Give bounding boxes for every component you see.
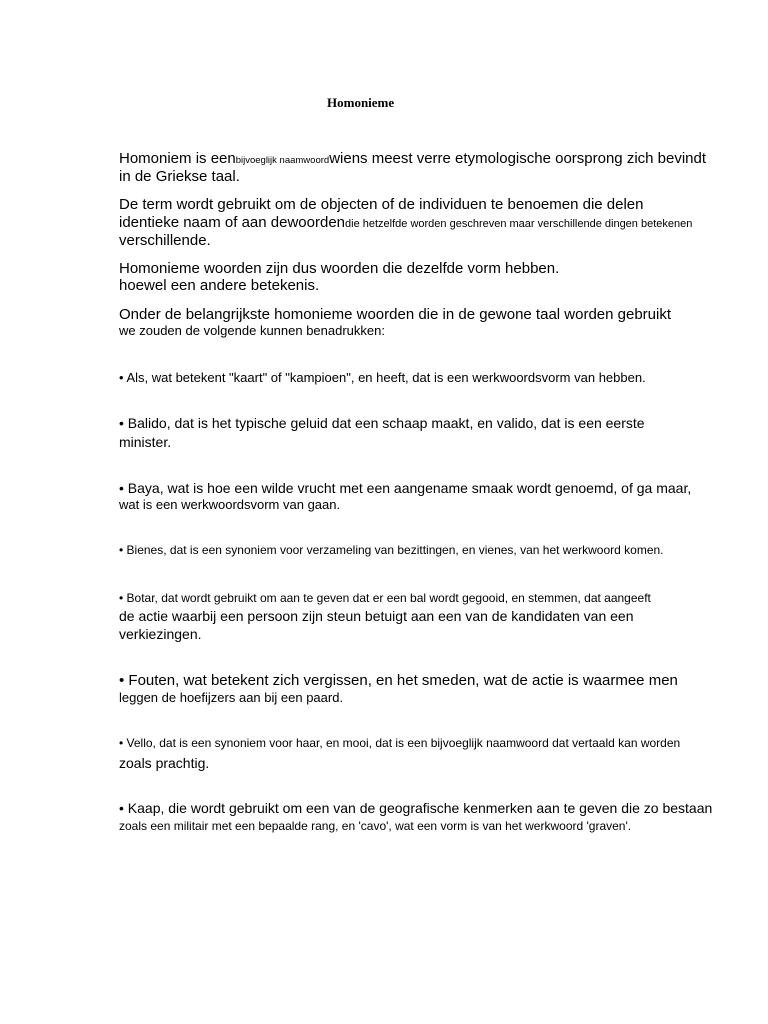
paragraph-2-line-3: verschillende. xyxy=(119,232,211,249)
bullet-2-line-2: minister. xyxy=(119,434,172,450)
bullet-8-line-1: • Kaap, die wordt gebruikt om een van de geografische kenmerken aan te geven die zo bestaan xyxy=(119,800,713,816)
document-title: Homonieme xyxy=(327,95,395,110)
p2-text-b: woorden xyxy=(287,214,346,231)
p2-text-small: die hetzelfde worden geschreven maar verschillende dingen betekenen xyxy=(345,218,693,230)
paragraph-4-line-2: we zouden de volgende kunnen benadrukken: xyxy=(119,323,385,338)
paragraph-2-line-1: De term wordt gebruikt om de objecten of de individuen te benoemen die delen xyxy=(119,196,644,213)
bullet-8-line-2: zoals een militair met een bepaalde rang, en 'cavo', wat een vorm is van het werkwoord 'graven'. xyxy=(119,819,632,833)
p1-text-a: Homoniem is een xyxy=(119,150,236,167)
paragraph-1-line-2: in de Griekse taal. xyxy=(119,168,240,185)
bullet-2-line-1: • Balido, dat is het typische geluid dat een schaap maakt, en valido, dat is een eerste xyxy=(119,415,645,431)
bullet-3-line-1: • Baya, wat is hoe een wilde vrucht met een aangename smaak wordt genoemd, of ga maar, xyxy=(119,480,692,496)
bullet-6-line-1: • Fouten, wat betekent zich vergissen, en het smeden, wat de actie is waarmee men xyxy=(119,672,678,689)
paragraph-3-line-1: Homonieme woorden zijn dus woorden die dezelfde vorm hebben. xyxy=(119,260,560,277)
bullet-5-line-1: • Botar, dat wordt gebruikt om aan te geven dat er een bal wordt gegooid, en stemmen, dat aangeeft xyxy=(119,591,651,605)
paragraph-4-line-1: Onder de belangrijkste homonieme woorden die in de gewone taal worden gebruikt xyxy=(119,306,672,323)
bullet-7-line-2: zoals prachtig. xyxy=(119,755,210,771)
paragraph-3-line-2: hoewel een andere betekenis. xyxy=(119,277,320,294)
bullet-7-line-1: • Vello, dat is een synoniem voor haar, en mooi, dat is een bijvoeglijk naamwoord dat vertaald kan worden xyxy=(119,736,681,750)
p1-text-c: wiens meest verre etymologische oorsprong zich bevindt xyxy=(329,150,707,167)
bullet-5-line-2: de actie waarbij een persoon zijn steun betuigt aan een van de kandidaten van een xyxy=(119,608,634,624)
bullet-6-line-2: leggen de hoefijzers aan bij een paard. xyxy=(119,690,344,705)
p1-text-small: bijvoeglijk naamwoord xyxy=(235,155,330,166)
bullet-1: • Als, wat betekent "kaart" of "kampioen", en heeft, dat is een werkwoordsvorm van hebben. xyxy=(119,370,646,385)
p2-text-a: identieke naam of aan de xyxy=(119,214,288,231)
paragraph-1-line-1 xyxy=(119,150,706,170)
bullet-3-line-2: wat is een werkwoordsvorm van gaan. xyxy=(119,497,341,512)
bullet-4: • Bienes, dat is een synoniem voor verzameling van bezittingen, en vienes, van het werkwoord komen. xyxy=(119,543,664,557)
bullet-5-line-3: verkiezingen. xyxy=(119,626,202,642)
paragraph-2-line-2 xyxy=(119,214,692,233)
